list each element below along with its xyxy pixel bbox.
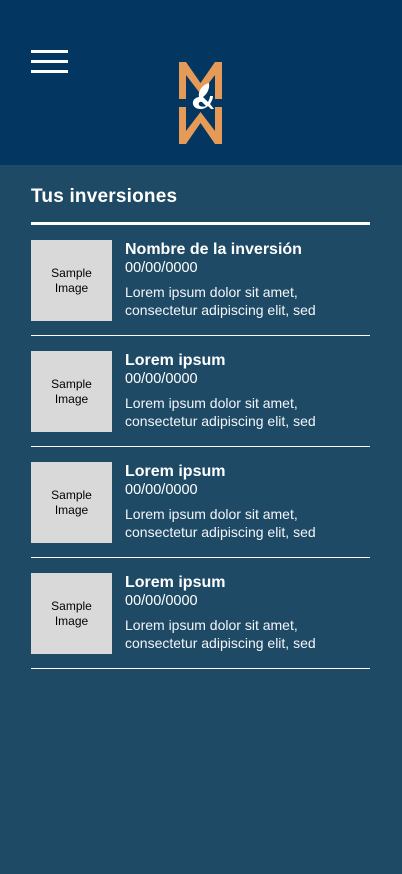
list-item[interactable]	[31, 447, 370, 558]
image-placeholder-label: Sample Image	[51, 598, 92, 628]
investment-date: 00/00/0000	[125, 482, 198, 498]
investment-date: 00/00/0000	[125, 593, 198, 609]
investment-name: Lorem ipsum	[125, 463, 226, 480]
investment-description: Lorem ipsum dolor sit amet, consectetur adipiscing elit, sed	[125, 395, 316, 429]
list-item[interactable]	[31, 225, 370, 336]
list-item[interactable]	[31, 558, 370, 669]
investment-image	[31, 351, 112, 432]
list-item[interactable]	[31, 336, 370, 447]
image-placeholder-label: Sample Image	[51, 487, 92, 517]
investment-date: 00/00/0000	[125, 371, 198, 387]
investment-description: Lorem ipsum dolor sit amet, consectetur adipiscing elit, sed	[125, 284, 316, 318]
hamburger-menu-icon[interactable]	[31, 50, 68, 73]
investment-image	[31, 573, 112, 654]
investment-description: Lorem ipsum dolor sit amet, consectetur adipiscing elit, sed	[125, 506, 316, 540]
section-title: Tus inversiones	[31, 186, 178, 207]
investment-name: Nombre de la inversión	[125, 241, 302, 258]
image-placeholder-label: Sample Image	[51, 376, 92, 406]
investment-image	[31, 462, 112, 543]
investment-image	[31, 240, 112, 321]
investment-name: Lorem ipsum	[125, 574, 226, 591]
investment-date: 00/00/0000	[125, 260, 198, 276]
investment-description: Lorem ipsum dolor sit amet, consectetur adipiscing elit, sed	[125, 617, 316, 651]
investment-list	[31, 225, 370, 669]
investment-name: Lorem ipsum	[125, 352, 226, 369]
m-and-w-logo-icon[interactable]	[178, 61, 223, 145]
image-placeholder-label: Sample Image	[51, 265, 92, 295]
app-header	[0, 0, 402, 165]
